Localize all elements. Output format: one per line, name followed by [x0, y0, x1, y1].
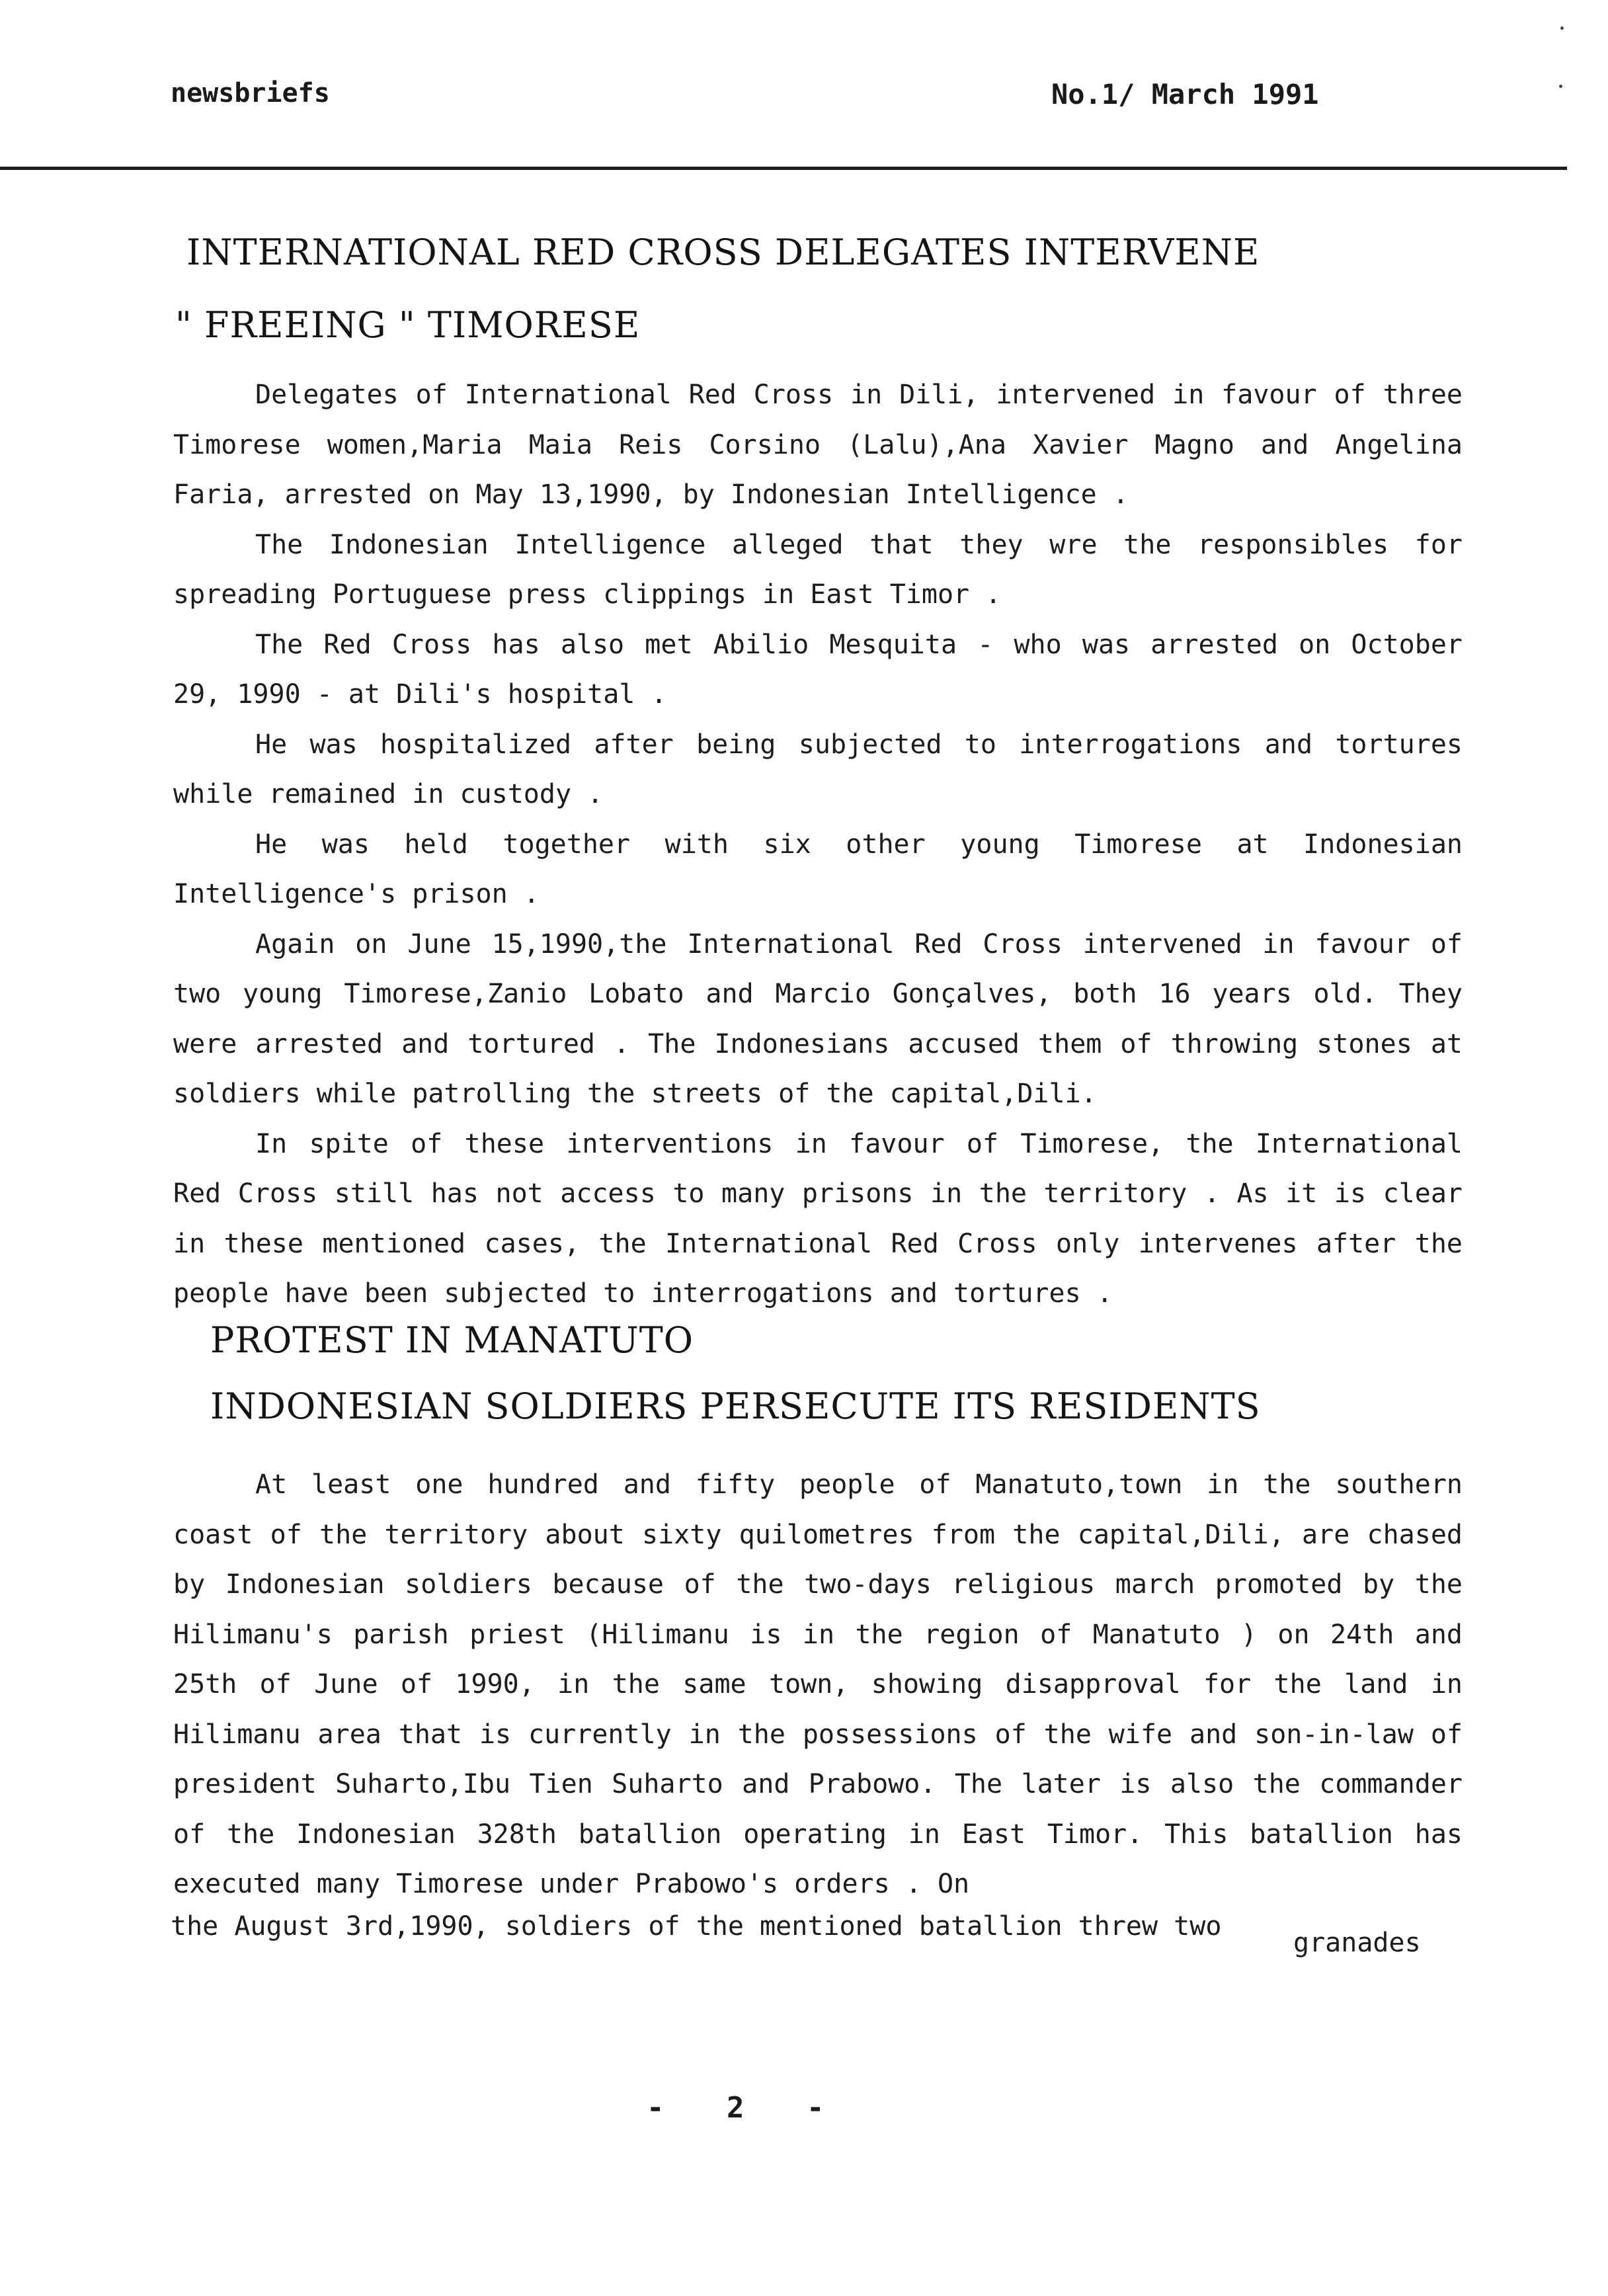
article2-headline-line1: PROTEST IN MANATUTO: [210, 1319, 694, 1361]
article2-paragraph: At least one hundred and fifty people of Manatuto,town in the southern coast of the territory about sixty quilometres from the capital,Dili, are chased by Indonesian soldiers because of the two-days religious march promoted by the Hilimanu's parish priest (Hilimanu is in the region of Manatuto ) on 24th and 25th of June of 1990, in the same town, showing disapproval for the land in Hilimanu area that is currently in the possessions of the wife and son-in-law of president Suharto,Ibu Tien Suharto and Prabowo. The later is also the commander of the Indonesian 328th batallion operating in East Timor. This batallion has executed many Timorese under Prabowo's orders . On: [173, 1469, 1463, 1899]
continuation-word: granades: [1293, 1928, 1421, 1958]
publication-name: newsbriefs: [171, 78, 330, 108]
article2-last-line: the August 3rd,1990, soldiers of the mentioned batallion threw two: [171, 1911, 1222, 1942]
article1-headline-line2: " FREEING " TIMORESE: [175, 304, 641, 346]
scan-speck: [1559, 85, 1562, 88]
article1-paragraph: The Indonesian Intelligence alleged that they wre the responsibles for spreading Portuguese press clippings in East Timor .: [173, 529, 1463, 610]
article1-paragraph: He was held together with six other young Timorese at Indonesian Intelligence's prison .: [173, 829, 1463, 909]
header-rule: [0, 167, 1567, 170]
issue-date: No.1/ March 1991: [1051, 78, 1319, 110]
page-number: - 2 -: [647, 2091, 847, 2125]
article1-paragraph: Delegates of International Red Cross in Dili, intervened in favour of three Timorese women,Maria Maia Reis Corsino (Lalu),Ana Xavier Magno and Angelina Faria, arrested on May 13,1990, by Indonesian Intelligence .: [173, 380, 1463, 510]
scan-speck: [1560, 26, 1564, 30]
article1-paragraph: Again on June 15,1990,the International Red Cross intervened in favour of two young Timorese,Zanio Lobato and Marcio Gonçalves, both 16 years old. They were arrested and tortured . The Indonesians accused them of throwing stones at soldiers while patrolling the streets of the capital,Dili.: [173, 928, 1463, 1109]
article2-body: [173, 1460, 1463, 1910]
article1-body: [173, 370, 1463, 1319]
article1-paragraph: The Red Cross has also met Abilio Mesquita - who was arrested on October 29, 1990 - at Dili's hospital .: [173, 629, 1463, 710]
article1-headline-line1: INTERNATIONAL RED CROSS DELEGATES INTERVENE: [186, 231, 1260, 273]
article1-paragraph: In spite of these interventions in favour of Timorese, the International Red Cross still has not access to many prisons in the territory . As it is clear in these mentioned cases, the International Red Cross only intervenes after the people have been subjected to interrogations and tortures .: [173, 1128, 1463, 1309]
article1-paragraph: He was hospitalized after being subjected to interrogations and tortures while remained in custody .: [173, 729, 1463, 809]
article2-headline-line2: INDONESIAN SOLDIERS PERSECUTE ITS RESIDENTS: [210, 1385, 1261, 1427]
